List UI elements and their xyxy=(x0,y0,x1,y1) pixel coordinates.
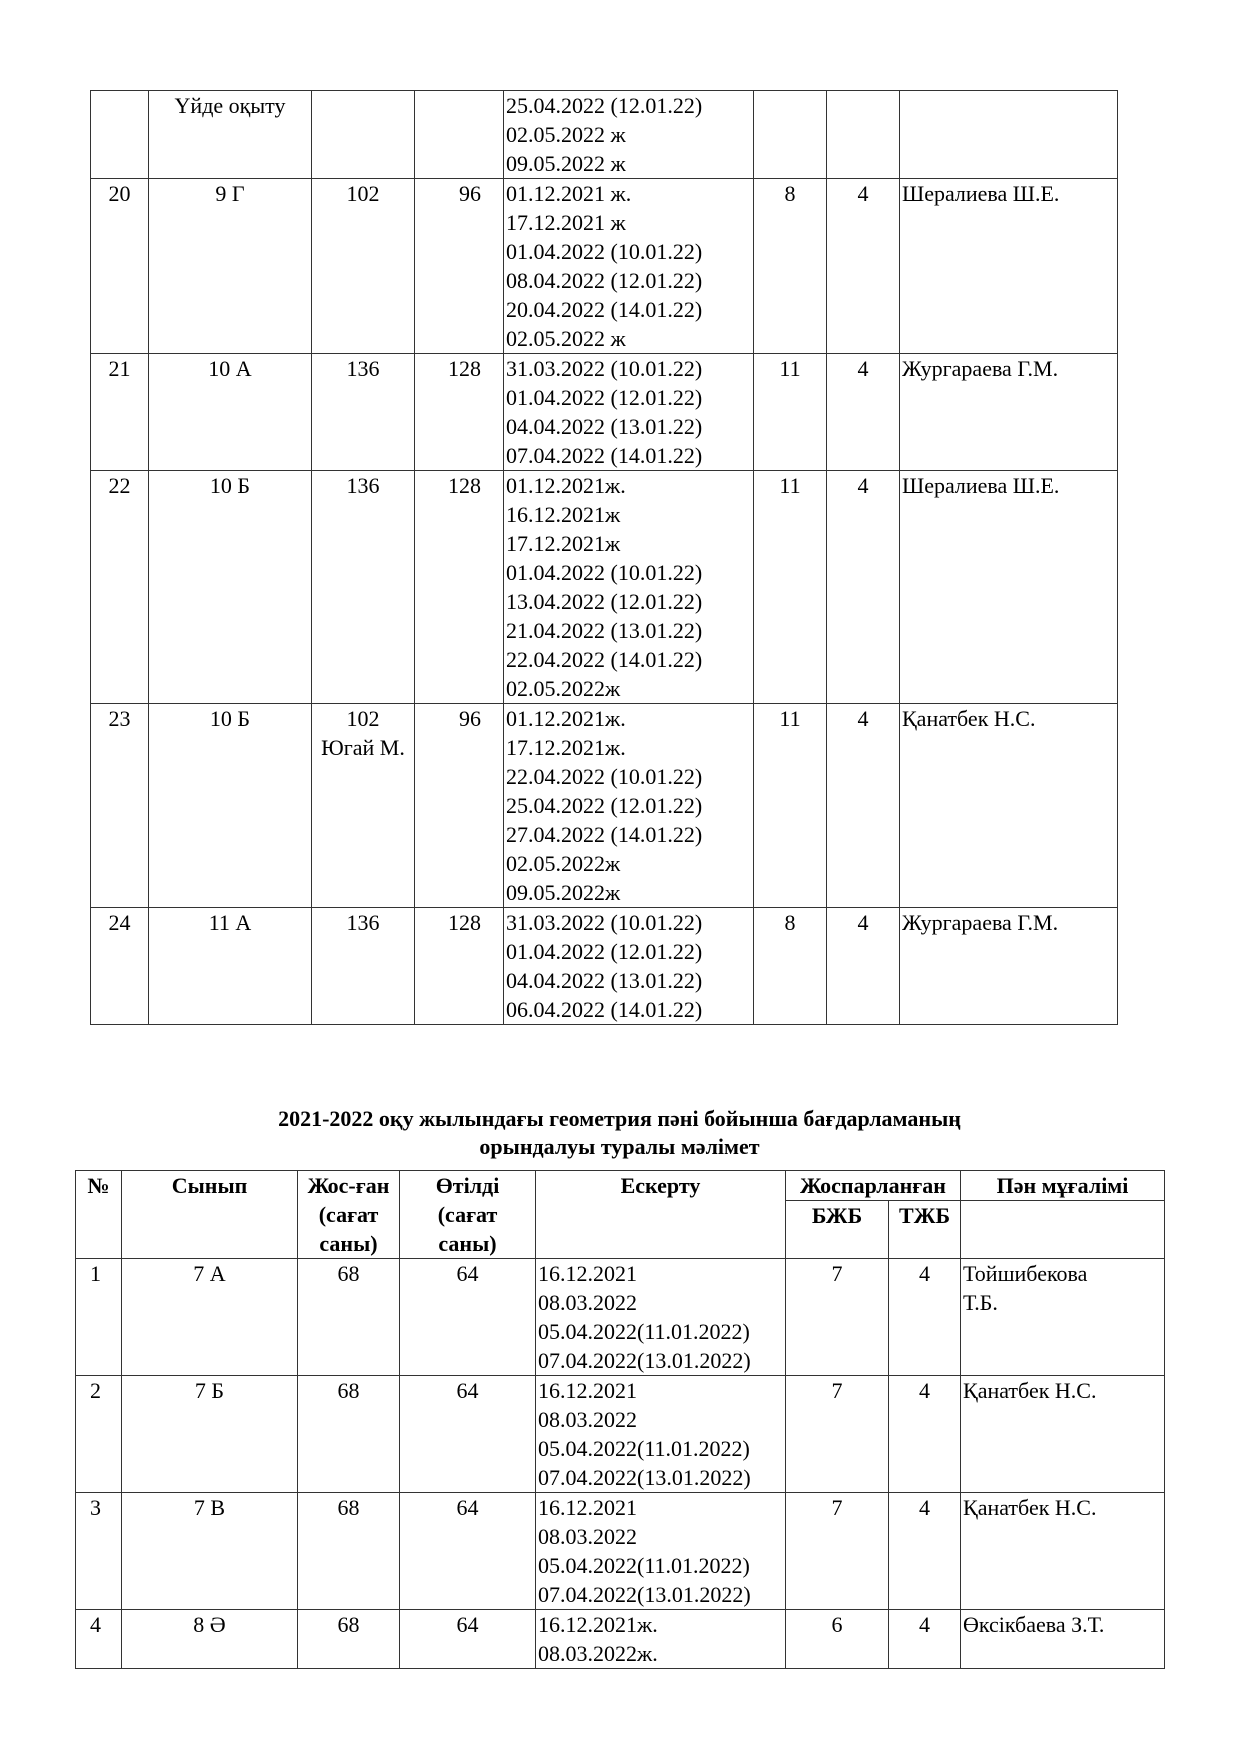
note-date: 08.03.2022 xyxy=(538,1524,637,1549)
geometry-table-header xyxy=(76,1171,1165,1259)
note-date: 25.04.2022 (12.01.22) xyxy=(506,93,703,118)
row-bzhb: 11 xyxy=(754,354,827,471)
note-date: 02.05.2022 ж xyxy=(506,326,626,351)
row-class: 10 Б xyxy=(149,704,312,908)
row-number: 24 xyxy=(91,908,149,1025)
row-notes xyxy=(504,908,754,1025)
row-planned-hours: 68 xyxy=(298,1493,400,1610)
header-notes: Ескерту xyxy=(536,1171,786,1259)
header-done-line: Өтілді xyxy=(435,1173,500,1198)
row-teacher xyxy=(961,1610,1165,1669)
note-date: 16.12.2021 xyxy=(538,1261,637,1286)
note-date: 16.12.2021 xyxy=(538,1378,637,1403)
row-teacher: Жургараева Г.М. xyxy=(900,908,1118,1025)
row-number: 21 xyxy=(91,354,149,471)
row-planned-hours xyxy=(312,179,415,354)
row-teacher: Шералиева Ш.Е. xyxy=(900,179,1118,354)
row-number: 2 xyxy=(76,1376,122,1493)
note-date: 16.12.2021 xyxy=(538,1495,637,1520)
row-planned-hours xyxy=(312,704,415,908)
row-number: 3 xyxy=(76,1493,122,1610)
header-class: Сынып xyxy=(122,1171,298,1259)
row-number: 22 xyxy=(91,471,149,704)
row-planned-hours xyxy=(312,354,415,471)
row-done-hours: 64 xyxy=(400,1610,536,1669)
row-planned-hours: 68 xyxy=(298,1610,400,1669)
teacher-name-line: Қанатбек Н.С. xyxy=(963,1495,1097,1520)
row-bzhb: 6 xyxy=(786,1610,889,1669)
row-tzhb xyxy=(827,91,900,179)
row-done-hours: 64 xyxy=(400,1259,536,1376)
row-class: 7 В xyxy=(122,1493,298,1610)
row-tzhb: 4 xyxy=(889,1610,961,1669)
note-date: 05.04.2022(11.01.2022) xyxy=(538,1319,750,1344)
table-row xyxy=(91,471,1118,704)
row-planned-hours xyxy=(312,908,415,1025)
row-class: 7 Б xyxy=(122,1376,298,1493)
table-row xyxy=(91,179,1118,354)
row-bzhb: 11 xyxy=(754,704,827,908)
header-planned-line: Жос-ған xyxy=(307,1173,390,1198)
row-class: 7 А xyxy=(122,1259,298,1376)
row-tzhb: 4 xyxy=(889,1493,961,1610)
header-planned-line: саны) xyxy=(319,1231,378,1256)
row-number: 1 xyxy=(76,1259,122,1376)
header-number: № xyxy=(76,1171,122,1259)
row-done-hours: 128 xyxy=(415,908,504,1025)
table-row xyxy=(76,1376,1165,1493)
row-tzhb: 4 xyxy=(827,471,900,704)
note-date: 02.05.2022 ж xyxy=(506,122,626,147)
note-date: 05.04.2022(11.01.2022) xyxy=(538,1436,750,1461)
table-row xyxy=(91,354,1118,471)
row-number: 20 xyxy=(91,179,149,354)
note-date: 08.03.2022 xyxy=(538,1290,637,1315)
row-notes xyxy=(504,179,754,354)
table-title-line-1: 2021-2022 оқу жылындағы геометрия пәні бойынша бағдарламаның xyxy=(278,1106,961,1131)
note-date: 01.04.2022 (12.01.22) xyxy=(506,385,703,410)
teacher-name-line: Қанатбек Н.С. xyxy=(963,1378,1097,1403)
row-tzhb: 4 xyxy=(827,354,900,471)
row-planned-hours: 68 xyxy=(298,1259,400,1376)
row-tzhb: 4 xyxy=(889,1259,961,1376)
note-date: 16.12.2021ж. xyxy=(538,1612,658,1637)
row-bzhb: 8 xyxy=(754,179,827,354)
continued-program-table-body xyxy=(91,91,1118,1025)
row-class: 10 А xyxy=(149,354,312,471)
note-date: 01.12.2021ж. xyxy=(506,473,626,498)
row-tzhb: 4 xyxy=(827,908,900,1025)
note-date: 31.03.2022 (10.01.22) xyxy=(506,356,703,381)
row-tzhb: 4 xyxy=(827,179,900,354)
row-bzhb: 7 xyxy=(786,1493,889,1610)
row-teacher xyxy=(961,1259,1165,1376)
row-number xyxy=(91,91,149,179)
row-bzhb: 8 xyxy=(754,908,827,1025)
note-date: 01.04.2022 (10.01.22) xyxy=(506,239,703,264)
note-date: 17.12.2021ж xyxy=(506,531,621,556)
table-row xyxy=(76,1259,1165,1376)
planned-value: 136 xyxy=(346,356,380,381)
row-tzhb: 4 xyxy=(827,704,900,908)
note-date: 07.04.2022(13.01.2022) xyxy=(538,1465,751,1490)
row-bzhb: 11 xyxy=(754,471,827,704)
row-planned-hours xyxy=(312,471,415,704)
row-done-hours: 96 xyxy=(415,179,504,354)
header-planned-group: Жоспарланған xyxy=(786,1171,961,1201)
note-date: 01.12.2021 ж. xyxy=(506,181,632,206)
row-class: Үйде оқыту xyxy=(149,91,312,179)
row-number: 23 xyxy=(91,704,149,908)
header-done-line: саны) xyxy=(438,1231,497,1256)
row-notes xyxy=(504,91,754,179)
teacher-name-line: Өксікбаева З.Т. xyxy=(963,1612,1105,1637)
note-date: 20.04.2022 (14.01.22) xyxy=(506,297,703,322)
row-notes xyxy=(504,471,754,704)
row-teacher: Қанатбек Н.С. xyxy=(900,704,1118,908)
row-notes xyxy=(536,1259,786,1376)
row-done-hours: 64 xyxy=(400,1493,536,1610)
header-teacher: Пән мұғалімі xyxy=(961,1171,1165,1201)
note-date: 01.04.2022 (10.01.22) xyxy=(506,560,703,585)
row-done-hours: 128 xyxy=(415,354,504,471)
table-row xyxy=(91,91,1118,179)
row-teacher xyxy=(900,91,1118,179)
row-tzhb: 4 xyxy=(889,1376,961,1493)
row-teacher: Шералиева Ш.Е. xyxy=(900,471,1118,704)
note-date: 04.04.2022 (13.01.22) xyxy=(506,968,703,993)
table-title-line-2: орындалуы туралы мәлімет xyxy=(479,1134,760,1159)
continued-program-table xyxy=(90,90,1118,1025)
row-done-hours: 128 xyxy=(415,471,504,704)
planned-value: 102 xyxy=(346,181,380,206)
row-notes xyxy=(536,1376,786,1493)
row-planned-hours xyxy=(312,91,415,179)
planned-value: 102 xyxy=(346,706,380,731)
note-date: 08.03.2022ж. xyxy=(538,1641,658,1666)
row-class: 11 А xyxy=(149,908,312,1025)
note-date: 22.04.2022 (14.01.22) xyxy=(506,647,703,672)
note-date: 04.04.2022 (13.01.22) xyxy=(506,414,703,439)
note-date: 09.05.2022 ж xyxy=(506,151,626,176)
row-bzhb: 7 xyxy=(786,1376,889,1493)
note-date: 16.12.2021ж xyxy=(506,502,621,527)
note-date: 27.04.2022 (14.01.22) xyxy=(506,822,703,847)
row-planned-hours: 68 xyxy=(298,1376,400,1493)
table-row xyxy=(91,704,1118,908)
row-teacher: Жургараева Г.М. xyxy=(900,354,1118,471)
teacher-name-line: Тойшибекова xyxy=(963,1261,1088,1286)
row-done-hours: 96 xyxy=(415,704,504,908)
row-bzhb xyxy=(754,91,827,179)
geometry-program-table xyxy=(75,1170,1165,1669)
header-planned-hours xyxy=(298,1171,400,1259)
header-done-line: (сағат xyxy=(437,1202,498,1227)
row-done-hours xyxy=(415,91,504,179)
note-date: 09.05.2022ж xyxy=(506,880,621,905)
note-date: 31.03.2022 (10.01.22) xyxy=(506,910,703,935)
header-planned-line: (сағат xyxy=(318,1202,379,1227)
geometry-table-body xyxy=(76,1259,1165,1669)
note-date: 01.12.2021ж. xyxy=(506,706,626,731)
table-row xyxy=(76,1493,1165,1610)
planned-value: 136 xyxy=(346,910,380,935)
note-date: 02.05.2022ж xyxy=(506,851,621,876)
note-date: 21.04.2022 (13.01.22) xyxy=(506,618,703,643)
note-date: 01.04.2022 (12.01.22) xyxy=(506,939,703,964)
table-row xyxy=(91,908,1118,1025)
note-date: 08.03.2022 xyxy=(538,1407,637,1432)
note-date: 07.04.2022(13.01.2022) xyxy=(538,1582,751,1607)
note-date: 06.04.2022 (14.01.22) xyxy=(506,997,703,1022)
note-date: 05.04.2022(11.01.2022) xyxy=(538,1553,750,1578)
row-teacher xyxy=(961,1376,1165,1493)
note-date: 17.12.2021ж. xyxy=(506,735,626,760)
planned-value: 136 xyxy=(346,473,380,498)
row-notes xyxy=(504,704,754,908)
row-bzhb: 7 xyxy=(786,1259,889,1376)
note-date: 22.04.2022 (10.01.22) xyxy=(506,764,703,789)
row-teacher xyxy=(961,1493,1165,1610)
note-date: 07.04.2022 (14.01.22) xyxy=(506,443,703,468)
planned-extra: Югай М. xyxy=(321,735,405,760)
note-date: 17.12.2021 ж xyxy=(506,210,626,235)
row-notes xyxy=(504,354,754,471)
teacher-name-line: Т.Б. xyxy=(963,1290,998,1315)
table-row xyxy=(76,1610,1165,1669)
note-date: 13.04.2022 (12.01.22) xyxy=(506,589,703,614)
row-notes xyxy=(536,1610,786,1669)
row-number: 4 xyxy=(76,1610,122,1669)
note-date: 08.04.2022 (12.01.22) xyxy=(506,268,703,293)
header-tzhb: ТЖБ xyxy=(889,1201,961,1259)
note-date: 07.04.2022(13.01.2022) xyxy=(538,1348,751,1373)
header-teacher-blank xyxy=(961,1201,1165,1259)
note-date: 25.04.2022 (12.01.22) xyxy=(506,793,703,818)
row-class: 10 Б xyxy=(149,471,312,704)
header-done-hours xyxy=(400,1171,536,1259)
row-done-hours: 64 xyxy=(400,1376,536,1493)
header-bzhb: БЖБ xyxy=(786,1201,889,1259)
note-date: 02.05.2022ж xyxy=(506,676,621,701)
row-class: 9 Г xyxy=(149,179,312,354)
row-notes xyxy=(536,1493,786,1610)
row-class: 8 Ә xyxy=(122,1610,298,1669)
